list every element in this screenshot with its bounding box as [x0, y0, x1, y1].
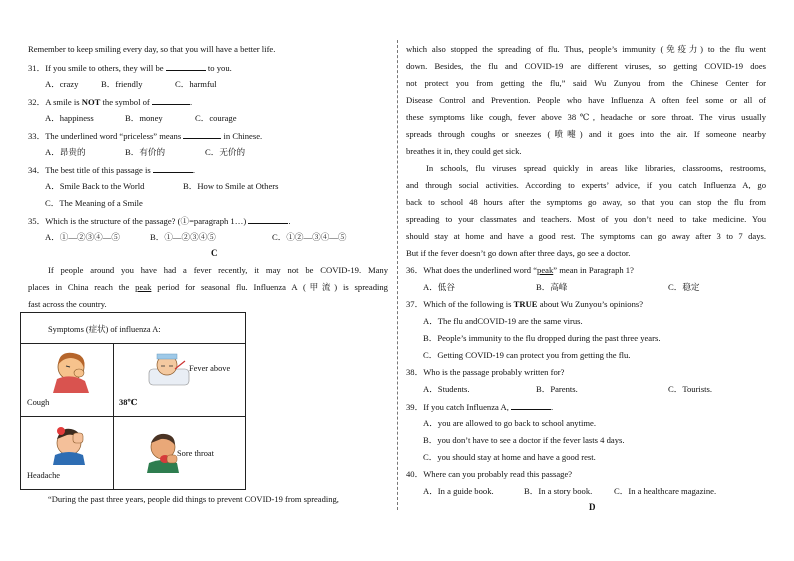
q33-option-c[interactable]: C．无价的	[205, 147, 246, 157]
question-37: 37．Which of the following is TRUE about Wu Zunyou’s opinions?	[406, 299, 644, 309]
answer-key-c: C	[211, 248, 218, 258]
q40-option-a[interactable]: A．In a guide book.	[423, 486, 494, 496]
q36-option-b[interactable]: B．高峰	[536, 282, 568, 292]
q39-option-b[interactable]: B．you don’t have to see a doctor if the fever lasts 4 days.	[423, 435, 625, 445]
fever-temperature: 38℃	[119, 398, 138, 407]
answer-blank[interactable]	[153, 164, 193, 173]
q34-option-b[interactable]: B．How to Smile at Others	[183, 181, 279, 191]
q37-option-b[interactable]: B．People’s immunity to the flu dropped during the past three years.	[423, 333, 661, 343]
answer-blank[interactable]	[166, 62, 206, 71]
underlined-word-peak: peak	[135, 282, 152, 292]
q34-option-a[interactable]: A．Smile Back to the World	[45, 181, 145, 191]
headache-person-icon	[47, 421, 91, 465]
q40-option-b[interactable]: B．In a story book.	[524, 486, 593, 496]
fever-label: Fever above	[189, 364, 231, 373]
passage-line-12: should stay at home and have a good rest. The symptoms can go away after 3 to 7 days.	[406, 231, 766, 241]
symptoms-title: Symptoms (症状) of influenza A:	[48, 325, 161, 334]
q40-option-c[interactable]: C．In a healthcare magazine.	[614, 486, 717, 496]
passage-line-4: Disease Control and Prevention. People who have Influenza A often feel some or all of	[406, 95, 766, 105]
q36-option-a[interactable]: A．低谷	[423, 282, 455, 292]
answer-blank[interactable]	[511, 401, 551, 410]
q33-option-b[interactable]: B．有价的	[125, 147, 166, 157]
passage-line-5: these symptoms like cough, fever above 38℃, headache or sore throat. The virus usually	[406, 112, 766, 122]
passage-line-1: which also stopped the spreading of flu. Thus, people’s immunity (免疫力) to the flu went	[406, 44, 766, 54]
answer-blank[interactable]	[152, 96, 190, 105]
passage-line-7: breathes it in, they could get sick.	[406, 146, 522, 156]
q32-option-a[interactable]: A．happiness	[45, 113, 94, 123]
intro-line: Remember to keep smiling every day, so that you will have a better life.	[28, 44, 276, 54]
passage-line-9: and through social activities. According to experts’ advice, if you catch Influenza A, go	[406, 180, 766, 190]
quote-start-line: “During the past three years, people did things to prevent COVID-19 from spreading,	[48, 494, 339, 504]
q35-option-a[interactable]: A．①—②③④—⑤	[45, 232, 120, 242]
q38-option-a[interactable]: A．Students.	[423, 384, 470, 394]
headache-label: Headache	[27, 471, 61, 480]
q38-option-c[interactable]: C．Tourists.	[668, 384, 713, 394]
question-35: 35．Which is the structure of the passage? (①=paragraph 1…) .	[28, 216, 291, 226]
passage-line-8: In schools, flu viruses spread quickly in areas like libraries, classrooms, restrooms,	[426, 163, 766, 173]
q31-option-b[interactable]: B．friendly	[101, 79, 143, 89]
answer-blank[interactable]	[248, 215, 288, 224]
q31-option-a[interactable]: A．crazy	[45, 79, 79, 89]
passage-line-6: spreads through coughs or sneezes (喷嚏) and it goes into the air. If someone nearby	[406, 129, 766, 139]
passage-line-2: down. Besides, the flu and COVID-19 are different viruses, so getting COVID-19 does	[406, 61, 766, 71]
paragraph-1-line-2: places in China reach the peak period for seasonal flu. Influenza A (甲流) is spreading	[28, 282, 388, 292]
coughing-person-icon	[49, 349, 97, 393]
question-33: 33．The underlined word “priceless” means in Chinese.	[28, 131, 263, 141]
q39-option-c[interactable]: C．you should stay at home and have a good rest.	[423, 452, 596, 462]
question-32: 32．A smile is NOT the symbol of .	[28, 97, 193, 107]
question-38: 38．Who is the passage probably written for?	[406, 367, 565, 377]
q38-option-b[interactable]: B．Parents.	[536, 384, 578, 394]
paragraph-1-line-3: fast across the country.	[28, 299, 107, 309]
q37-option-a[interactable]: A．The flu andCOVID-19 are the same virus.	[423, 316, 583, 326]
sore-throat-label: Sore throat	[177, 449, 214, 458]
fever-person-icon	[147, 347, 191, 387]
question-34: 34．The best title of this passage is .	[28, 165, 195, 175]
symptoms-table-header	[21, 313, 245, 344]
passage-line-13: But if the fever doesn’t go down after three days, go see a doctor.	[406, 248, 631, 258]
column-divider	[397, 40, 398, 510]
passage-line-3: not protect you from getting the flu,” said Wu Zunyou from the Chinese Center for	[406, 78, 766, 88]
symptoms-table	[20, 312, 246, 490]
q37-option-c[interactable]: C．Getting COVID-19 can protect you from getting the flu.	[423, 350, 631, 360]
cough-label: Cough	[27, 398, 50, 407]
q34-option-c[interactable]: C．The Meaning of a Smile	[45, 198, 143, 208]
q32-option-b[interactable]: B．money	[125, 113, 163, 123]
q32-option-c[interactable]: C．courage	[195, 113, 237, 123]
q36-option-c[interactable]: C．稳定	[668, 282, 700, 292]
q35-option-b[interactable]: B．①—②③④⑤	[150, 232, 216, 242]
answer-key-d: D	[589, 502, 596, 512]
passage-line-11: spreading to your classmates and teachers. Most of you don’t need to take medicine. You	[406, 214, 766, 224]
q33-option-a[interactable]: A．昂贵的	[45, 147, 86, 157]
question-40: 40．Where can you probably read this passage?	[406, 469, 573, 479]
q35-option-c[interactable]: C．①②—③④—⑤	[272, 232, 347, 242]
answer-blank[interactable]	[183, 130, 221, 139]
passage-line-10: back to school 48 hours after the symptoms go away, so that you can stop the flu from	[406, 197, 766, 207]
question-36: 36．What does the underlined word “peak” mean in Paragraph 1?	[406, 265, 634, 275]
q31-option-c[interactable]: C．harmful	[175, 79, 217, 89]
question-39: 39．If you catch Influenza A, .	[406, 402, 554, 412]
q39-option-a[interactable]: A．you are allowed to go back to school anytime.	[423, 418, 597, 428]
question-31: 31．If you smile to others, they will be to you.	[28, 63, 232, 73]
paragraph-1-line-1: If people around you have had a fever recently, it may not be COVID-19. Many	[48, 265, 388, 275]
